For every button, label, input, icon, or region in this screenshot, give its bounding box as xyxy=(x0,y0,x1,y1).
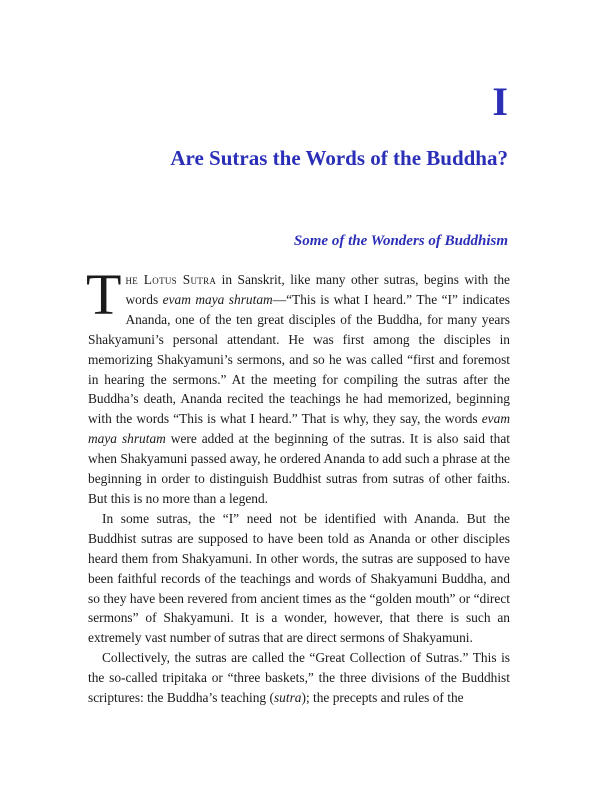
section-title: Some of the Wonders of Buddhism xyxy=(293,233,508,249)
paragraph-1 xyxy=(86,262,511,509)
paragraph-3 xyxy=(88,648,510,708)
paragraph-3-italic-1: sutra xyxy=(273,690,302,706)
paragraph-1-italic-1: evam maya shrutam xyxy=(162,291,273,307)
paragraph-1-italic-2: evam maya shrutam xyxy=(88,411,510,447)
paragraph-2: In some sutras, the “I” need not be identified with Ananda. But the Buddhist sutras are supposed to have been told as Ananda or other disciples heard them from Shakyamuni. In other words, the sutras are supposed to have been faithful records of the teachings and words of Shakyamuni Buddha, and so they have been revered from ancient times as the “golden mouth” or “direct sermons” of Shakyamuni. It is a wonder, however, that there is such an extremely vast number of sutras that are direct sermons of Shakyamuni. xyxy=(88,510,510,646)
drop-cap: T xyxy=(86,262,122,327)
paragraph-3-text-2: ); the precepts and rules of the xyxy=(301,690,464,706)
body-text xyxy=(86,262,511,708)
paragraph-3-text-1: Collectively, the sutras are called the “Great Collection of Sutras.” This is the so-called tripitaka or “three baskets,” the three divisions of the Buddhist scriptures: the Buddha’s teaching ( xyxy=(88,650,510,706)
chapter-number: I xyxy=(492,79,508,124)
paragraph-1-text-2: —“This is what I heard.” The “I” indicates Ananda, one of the ten great disciples of the Buddha, for many years Shakyamuni’s personal attendant. He was first among the disciples in memorizing Shakyamuni’s sermons, and so he was called “first and foremost in hearing the sermons.” At the meeting for compiling the sutras after the Buddha’s death, Ananda recited the teachings he had memorized, beginning with the words “This is what I heard.” That is why, they say, the words xyxy=(88,291,510,427)
paragraph-1-text-1: in Sanskrit, like many other sutras, begins with the words xyxy=(125,272,511,307)
paragraph-1-text-3: were added at the beginning of the sutras. It is also said that when Shakyamuni passed away, he ordered Ananda to add such a phrase at the beginning in order to distinguish Buddhist sutras from sutras of other faiths. But this is no more than a legend. xyxy=(88,431,510,506)
chapter-title: Are Sutras the Words of the Buddha? xyxy=(170,146,508,170)
lead-small-caps: he Lotus Sutra xyxy=(125,272,217,287)
